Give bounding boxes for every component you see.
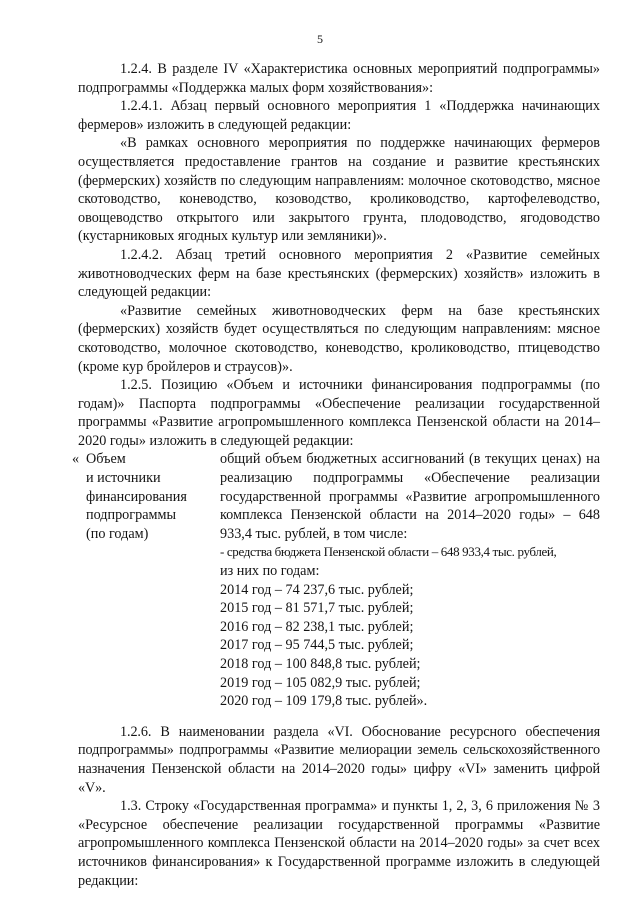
regional-budget-line: - средства бюджета Пензенской области – 648 933,4 тыс. рублей,	[220, 544, 557, 560]
year-amount: 2015 год – 81 571,7 тыс. рублей;	[220, 600, 414, 617]
paragraph-1-2-6: 1.2.6. В наименовании раздела «VI. Обоснование ресурсного обеспечения подпрограммы» подпрограммы «Развитие мелиорации земель сельскохозяйственного назначения Пензенской области на 2014–2020 годы» цифру «VI» заменить цифрой «V».	[78, 723, 600, 796]
label-line: финансирования	[86, 488, 187, 505]
passport-value-cell	[220, 450, 600, 710]
year-amount: 2014 год – 74 237,6 тыс. рублей;	[220, 581, 414, 598]
year-amount: 2018 год – 100 848,8 тыс. рублей;	[220, 656, 421, 672]
paragraph-quote-beginning-farmers: «В рамках основного мероприятия по поддержке начинающих фермеров осуществляется предоставление грантов на создание и развитие крестьянских (фермерских) хозяйств по следующим направлениям: молочное скотоводство, мясное скотоводство, коневодство, козоводство, кролиководство, картофелеводство, овощеводство открытого или закрытого грунта, плодоводство, ягодоводство (кустарниковых ягодных культур или земляники)».	[78, 135, 600, 245]
year-amount: 2017 год – 95 744,5 тыс. рублей;	[220, 637, 414, 654]
year-amount: 2019 год – 105 082,9 тыс. рублей;	[220, 674, 421, 691]
passport-financing-table	[72, 450, 600, 710]
paragraph-1-2-4: 1.2.4. В разделе IV «Характеристика основных мероприятий подпрограммы» подпрограммы «Поддержка малых форм хозяйствования»:	[78, 61, 600, 96]
paragraph-quote-family-farms: «Развитие семейных животноводческих ферм на базе крестьянских (фермерских) хозяйств будет осуществляться по следующим направлениям: мясное скотоводство, молочное скотоводство, коневодство, кролиководство, птицеводство (кроме кур бройлеров и страусов)».	[78, 302, 600, 375]
page-number: 5	[317, 32, 323, 46]
year-amount: 2016 год – 82 238,1 тыс. рублей;	[220, 618, 414, 635]
financing-total: общий объем бюджетных ассигнований (в текущих ценах) на реализацию подпрограммы «Обеспечение реализации государственной программы «Развитие агропромышленного комплекса Пензенской области на 2014–2020 годы» – 648 933,4 тыс. рублей, в том числе:	[220, 451, 600, 542]
paragraph-1-2-4-2: 1.2.4.2. Абзац третий основного мероприятия 2 «Развитие семейных животноводческих ферм на базе крестьянских (фермерских) хозяйств» изложить в следующей редакции:	[78, 246, 600, 301]
passport-label-cell	[72, 450, 220, 543]
open-quote: «	[72, 451, 80, 468]
year-amount: 2020 год – 109 179,8 тыс. рублей».	[220, 693, 428, 710]
label-line: и источники	[86, 470, 161, 487]
paragraph-1-2-5: 1.2.5. Позицию «Объем и источники финансирования подпрограммы (по годам)» Паспорта подпрограммы «Обеспечение реализации государственной программы «Развитие агропромышленного комплекса Пензенской области на 2014–2020 годы» изложить в следующей редакции:	[78, 377, 600, 449]
years-intro: из них по годам:	[220, 563, 320, 580]
paragraph-1-3: 1.3. Строку «Государственная программа» и пункты 1, 2, 3, 6 приложения № 3 «Ресурсное обеспечение реализации государственной программы «Развитие агропромышленного комплекса Пензенской области на 2014–2020 годы» за счет всех источников финансирования» к Государственной программе изложить в следующей редакции:	[78, 798, 600, 889]
label-line: подпрограммы	[86, 507, 176, 524]
paragraph-1-2-4-1: 1.2.4.1. Абзац первый основного мероприятия 1 «Поддержка начинающих фермеров» изложить в следующей редакции:	[78, 98, 600, 133]
label-line: (по годам)	[86, 525, 149, 542]
document-body	[72, 60, 600, 890]
label-line: Объем	[86, 451, 126, 468]
